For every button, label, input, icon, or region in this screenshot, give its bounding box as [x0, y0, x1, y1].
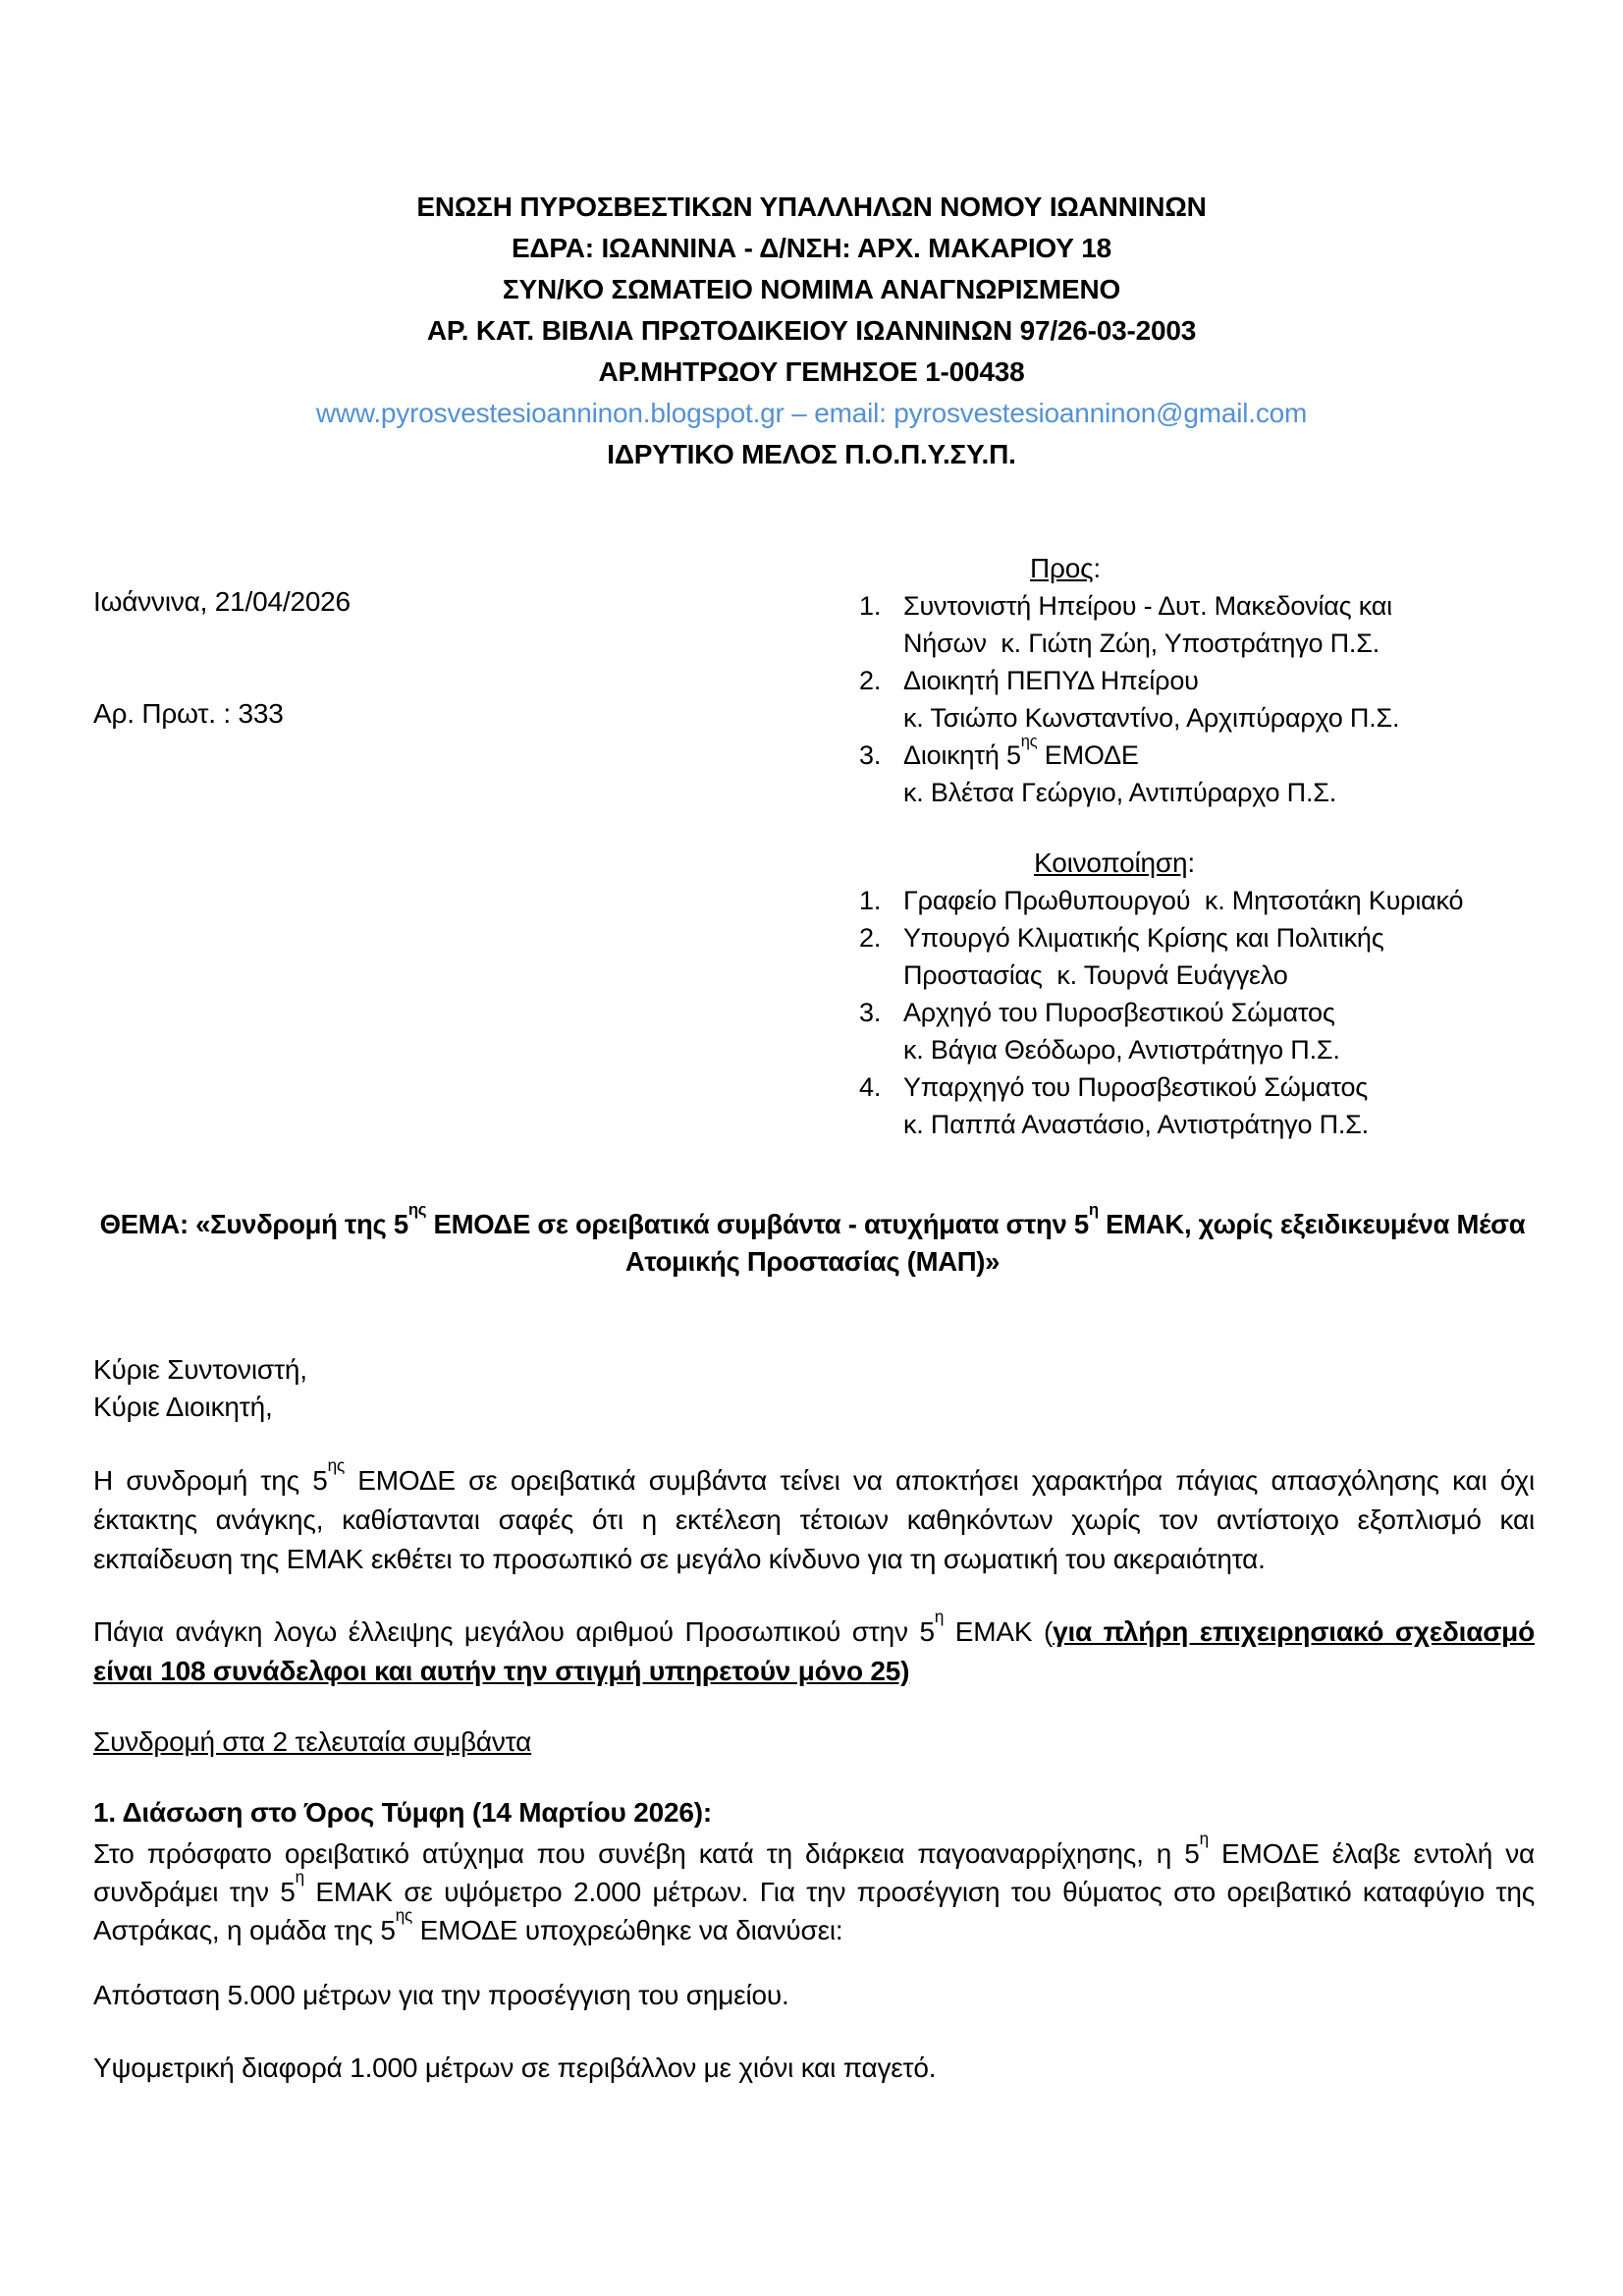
- superscript: ης: [1020, 732, 1038, 750]
- superscript: η: [1199, 1830, 1209, 1849]
- recipient-line: [903, 662, 1399, 699]
- website-link[interactable]: www.pyrosvestesioanninon.blogspot.gr: [315, 398, 784, 428]
- text-run: ΘΕΜΑ: «Συνδρομή της 5: [99, 1209, 408, 1239]
- text-run: Διοικητή 5: [903, 740, 1021, 770]
- cc-line: Υπαρχηγό του Πυροσβεστικού Σώματος: [903, 1072, 1369, 1102]
- emphasis-text: για πλήρη επιχειρησιακό σχεδιασμό είναι 108 συνάδελφοι και αυτήν την στιγμή υπηρετούν μόνο 25): [93, 1616, 1535, 1686]
- text-run: ΕΜΑΚ σε υψόμετρο 2.000 μέτρων. Για την προσέγγιση του θύματος στο ορειβατικό καταφύγιο της Αστράκας, η ομάδα της 5: [93, 1877, 1536, 1945]
- recipient-item: [859, 732, 1399, 811]
- email-link[interactable]: pyrosvestesioanninon@gmail.com: [893, 398, 1308, 428]
- heading-colon: :: [1187, 847, 1195, 878]
- section-heading: Συνδρομή στα 2 τελευταία συμβάντα: [93, 1726, 532, 1757]
- contact-line: [0, 393, 1623, 434]
- item-number: 3.: [859, 998, 882, 1027]
- text-run: Η συνδρομή της 5: [93, 1465, 328, 1496]
- org-address: ΕΔΡΑ: ΙΩΑΝΝΙΝΑ - Δ/ΝΣΗ: ΑΡΧ. ΜΑΚΑΡΙΟΥ 18: [511, 233, 1112, 263]
- text-run: ΕΜΟΔΕ: [1037, 740, 1139, 770]
- cc-item: [859, 882, 1463, 919]
- item-number: 1.: [859, 591, 882, 621]
- heading-text: Κοινοποίηση: [1034, 847, 1188, 878]
- subject-line: [93, 1200, 1532, 1281]
- text-run: Πάγια ανάγκη λογω έλλειψης μεγάλου αριθμού Προσωπικού στην 5: [93, 1616, 935, 1647]
- org-court-registry: ΑΡ. ΚΑΤ. ΒΙΒΛΙΑ ΠΡΩΤΟΔΙΚΕΙΟΥ ΙΩΑΝΝΙΝΩΝ 97/26-03-2003: [426, 315, 1197, 346]
- cc-heading: [859, 845, 1370, 882]
- recipient-item: [859, 587, 1399, 662]
- recipients-heading: [859, 550, 1271, 587]
- text-run: ΕΜΟΔΕ υποχρεώθηκε να διανύσει:: [412, 1915, 843, 1945]
- text-run: Διοικητή ΠΕΠΥΔ Ηπείρου: [903, 666, 1199, 695]
- recipient-line: Νήσων κ. Γιώτη Ζώη, Υποστράτηγο Π.Σ.: [903, 629, 1380, 658]
- org-name: ΕΝΩΣΗ ΠΥΡΟΣΒΕΣΤΙΚΩΝ ΥΠΑΛΛΗΛΩΝ ΝΟΜΟΥ ΙΩΑΝΝΙΝΩΝ: [416, 191, 1207, 222]
- cc-item: [859, 1068, 1463, 1143]
- email-label: email:: [814, 398, 894, 428]
- protocol-number: Αρ. Πρωτ. : 333: [93, 698, 284, 729]
- text-run: ΕΜΟΔΕ έλαβε εντολή να συνδράμει την 5: [93, 1838, 1535, 1907]
- founding-member-line: ΙΔΡΥΤΙΚΟ ΜΕΛΟΣ Π.Ο.Π.Υ.ΣΥ.Π.: [607, 439, 1016, 469]
- recipients-block: [859, 550, 1399, 811]
- superscript: η: [1088, 1200, 1099, 1220]
- org-registry-number: ΑΡ.ΜΗΤΡΩΟΥ ΓΕΜΗΣΟΕ 1-00438: [598, 356, 1025, 387]
- cc-block: [859, 845, 1463, 1143]
- salutation-line: Κύριε Συντονιστή,: [93, 1354, 307, 1385]
- cc-item: [859, 994, 1463, 1068]
- superscript: ης: [327, 1456, 345, 1476]
- recipient-line: κ. Βλέτσα Γεώργιο, Αντιπύραρχο Π.Σ.: [903, 778, 1337, 807]
- cc-line: Αρχηγό του Πυροσβεστικού Σώματος: [903, 998, 1335, 1027]
- text-run: Στο πρόσφατο ορειβατικό ατύχημα που συνέβη κατά τη διάρκεια παγοαναρρίχησης, η 5: [93, 1838, 1200, 1869]
- item-number: 2.: [859, 923, 882, 953]
- body-paragraph-1: [93, 1456, 1535, 1579]
- cc-item: [859, 919, 1463, 994]
- heading-colon: :: [1093, 553, 1101, 583]
- elevation-line: Υψομετρική διαφορά 1.000 μέτρων σε περιβάλλον με χιόνι και παγετό.: [93, 2052, 937, 2083]
- text-run: Συντονιστή Ηπείρου - Δυτ. Μακεδονίας και: [903, 591, 1392, 621]
- text-run: ΕΜΟΔΕ σε ορειβατικά συμβάντα τείνει να αποκτήσει χαρακτήρα πάγιας απασχόλησης και όχι έκτακτης ανάγκης, καθίστανται σαφές ότι η εκτέλεση τέτοιων καθηκόντων χωρίς τον αντίστοιχο εξοπλισμό και εκπαίδευση της ΕΜΑΚ εκθέτει το προσωπικό σε μεγάλο κίνδυνο για τη σωματική του ακεραιότητα.: [93, 1465, 1535, 1574]
- recipient-item: [859, 662, 1399, 737]
- recipient-text: [903, 662, 1399, 737]
- item-number: 3.: [859, 740, 882, 770]
- recipient-text: [903, 732, 1337, 811]
- cc-text: [903, 919, 1384, 994]
- superscript: ης: [407, 1200, 427, 1220]
- recipient-line: [903, 732, 1336, 774]
- org-legal-status: ΣΥΝ/ΚΟ ΣΩΜΑΤΕΙΟ ΝΟΜΙΜΑ ΑΝΑΓΝΩΡΙΣΜΕΝΟ: [502, 274, 1121, 304]
- meta-block: [93, 509, 351, 807]
- letterhead: [0, 187, 1623, 475]
- superscript: η: [295, 1868, 304, 1887]
- cc-text: [903, 1068, 1369, 1143]
- body-paragraph-2: [93, 1608, 1535, 1691]
- item-number: 1.: [859, 886, 882, 915]
- place-date: Ιωάννινα, 21/04/2026: [93, 586, 351, 617]
- recipient-text: [903, 587, 1392, 662]
- heading-text: Προς: [1029, 553, 1094, 583]
- item-number: 2.: [859, 666, 882, 695]
- text-run: ΕΜΟΔΕ σε ορειβατικά συμβάντα - ατυχήματα στην 5: [426, 1209, 1089, 1239]
- text-run: ΕΜΑΚ (: [944, 1616, 1054, 1647]
- text-run: ΕΜΑΚ, χωρίς εξειδικευμένα Μέσα Ατομικής Προστασίας (ΜΑΠ)»: [624, 1209, 1526, 1277]
- cc-text: [903, 994, 1340, 1068]
- incident-paragraph: [93, 1830, 1536, 1949]
- cc-line: Προστασίας κ. Τουρνά Ευάγγελο: [903, 960, 1288, 990]
- superscript: η: [934, 1608, 945, 1627]
- salutation: [93, 1351, 307, 1426]
- cc-text: [903, 882, 1463, 919]
- link-separator: –: [784, 398, 815, 428]
- distance-line: Απόσταση 5.000 μέτρων για την προσέγγιση του σημείου.: [93, 1980, 789, 2010]
- recipient-line: [903, 587, 1392, 625]
- item-number: 4.: [859, 1072, 882, 1102]
- cc-line: κ. Βάγια Θεόδωρο, Αντιστράτηγο Π.Σ.: [903, 1035, 1340, 1065]
- superscript: ης: [395, 1906, 413, 1926]
- salutation-line: Κύριε Διοικητή,: [93, 1392, 273, 1422]
- cc-line: Υπουργό Κλιματικής Κρίσης και Πολιτικής: [903, 923, 1384, 953]
- recipient-line: κ. Τσιώπο Κωνσταντίνο, Αρχιπύραρχο Π.Σ.: [903, 703, 1400, 733]
- cc-line: Γραφείο Πρωθυπουργού κ. Μητσοτάκη Κυριακό: [903, 886, 1464, 915]
- incident-heading: 1. Διάσωση στο Όρος Τύμφη (14 Μαρτίου 2026):: [93, 1797, 712, 1828]
- cc-line: κ. Παππά Αναστάσιο, Αντιστράτηγο Π.Σ.: [903, 1110, 1369, 1139]
